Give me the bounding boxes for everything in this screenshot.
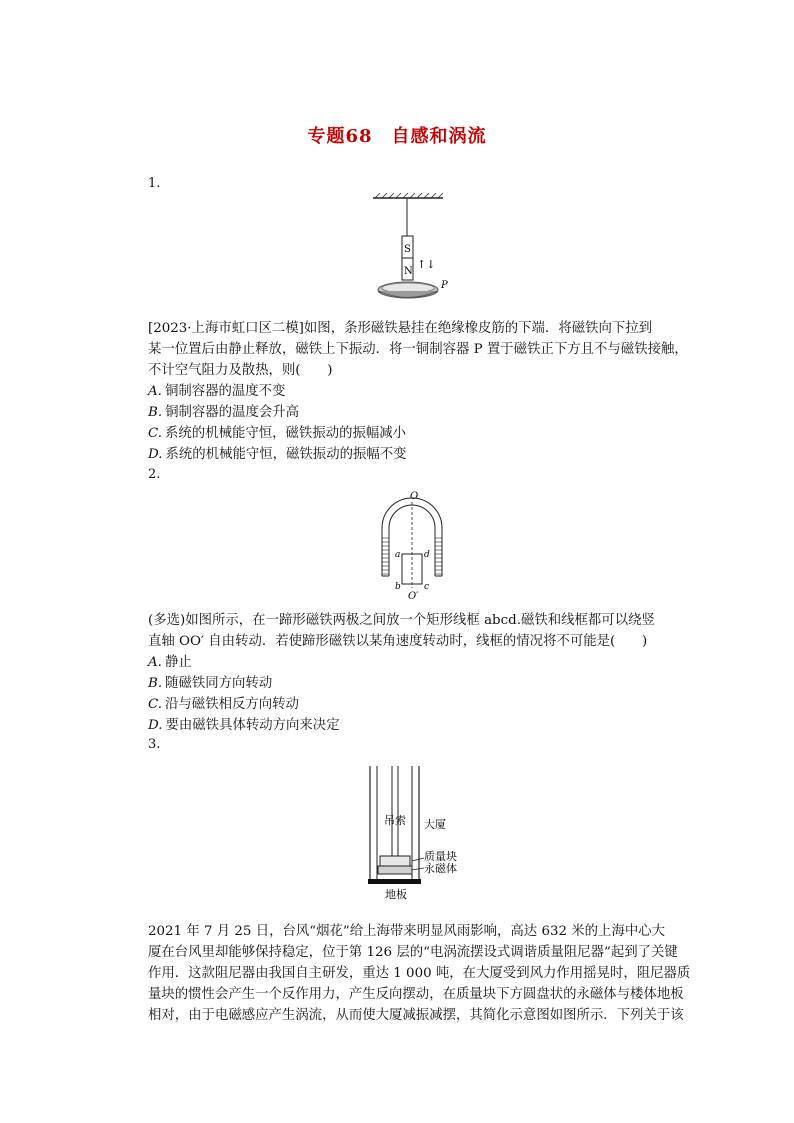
permanent-magnet-label: 永磁体 bbox=[424, 862, 457, 875]
magnet-n-label: N bbox=[404, 266, 413, 277]
mass-block-label: 质量块 bbox=[424, 850, 457, 863]
q2-option-b[interactable]: B. 随磁铁同方向转动 bbox=[148, 676, 273, 691]
q1-stem-line-2: 某一位置后由静止释放，磁铁上下振动．将一铜制容器 P 置于磁铁正下方且不与磁铁接触， bbox=[148, 342, 688, 357]
q1-number: 1. bbox=[148, 176, 161, 191]
q3-stem-line-5: 相对，由于电磁感应产生涡流，从而使大厦减振减摆，其简化示意图如图所示．下列关于该 bbox=[148, 1008, 684, 1023]
axis-o-label: O bbox=[410, 491, 419, 502]
axis-o-prime-label: O′ bbox=[408, 591, 419, 602]
q2-figure bbox=[372, 488, 444, 602]
q3-stem-line-4: 量块的惯性会产生一个反作用力，产生反向摆动，在质量块下方圆盘状的永磁体与楼体地板 bbox=[148, 987, 684, 1002]
frame-d-label: d bbox=[424, 550, 430, 560]
q1-stem-line-1: [2023·上海市虹口区二模]如图，条形磁铁悬挂在绝缘橡皮筋的下端．将磁铁向下拉到 bbox=[148, 321, 653, 336]
q2-stem-line-2: 直轴 OO′ 自由转动．若使蹄形磁铁以某角速度转动时，线框的情况将不可能是( ) bbox=[148, 634, 648, 649]
frame-a-label: a bbox=[395, 550, 401, 560]
container-p-label: P bbox=[441, 280, 448, 291]
q1-option-d[interactable]: D. 系统的机械能守恒，磁铁振动的振幅不变 bbox=[148, 447, 407, 462]
q1-stem-line-3: 不计空气阻力及散热，则( ) bbox=[148, 363, 333, 378]
q1-figure bbox=[365, 192, 455, 304]
cable-label: 吊索 bbox=[384, 814, 406, 827]
frame-b-label: b bbox=[395, 582, 401, 592]
frame-c-label: c bbox=[424, 582, 430, 592]
magnet-s-label: S bbox=[404, 244, 411, 255]
building-label: 大厦 bbox=[424, 818, 446, 831]
q1-option-c[interactable]: C. 系统的机械能守恒，磁铁振动的振幅减小 bbox=[148, 426, 407, 441]
q3-number: 3. bbox=[148, 737, 161, 752]
q2-option-a[interactable]: A. 静止 bbox=[148, 655, 192, 670]
q2-option-c[interactable]: C. 沿与磁铁相反方向转动 bbox=[148, 697, 299, 712]
q2-number: 2. bbox=[148, 467, 161, 482]
q3-stem-line-3: 作用．这款阻尼器由我国自主研发，重达 1 000 吨，在大厦受到风力作用摇晃时，阻尼器质 bbox=[148, 966, 691, 981]
motion-arrows: ↑↓ bbox=[417, 258, 436, 271]
q2-option-d[interactable]: D. 要由磁铁具体转动方向来决定 bbox=[148, 718, 340, 733]
page-title: 专题68 自感和涡流 bbox=[307, 126, 487, 147]
q3-stem-line-1: 2021 年 7 月 25 日，台风“烟花”给上海带来明显风雨影响，高达 632 米的上海中心大 bbox=[148, 924, 666, 939]
q1-option-a[interactable]: A. 铜制容器的温度不变 bbox=[148, 384, 286, 399]
q3-figure bbox=[362, 762, 472, 904]
q2-stem-line-1: (多选)如图所示，在一蹄形磁铁两极之间放一个矩形线框 abcd.磁铁和线框都可以绕竖 bbox=[148, 613, 655, 628]
q1-option-b[interactable]: B. 铜制容器的温度会升高 bbox=[148, 405, 300, 420]
floor-label: 地板 bbox=[385, 888, 407, 901]
q3-stem-line-2: 厦在台风里却能够保持稳定，位于第 126 层的“电涡流摆设式调谐质量阻尼器”起到了关键 bbox=[148, 945, 678, 960]
